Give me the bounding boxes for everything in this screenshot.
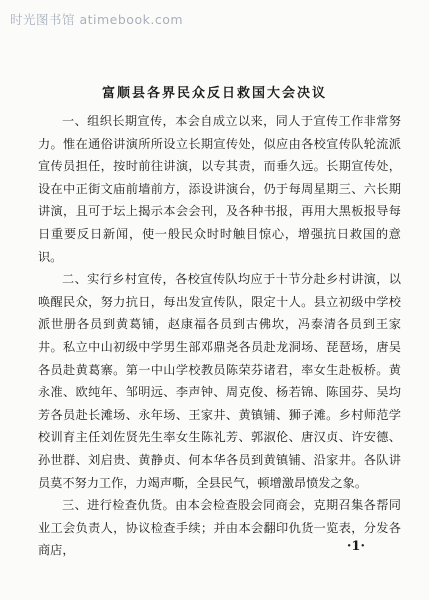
paragraph-1: 一、组织长期宣传，本会自成立以来，同人于宣传工作非常努力。惟在通俗讲演所所设立长期宣传处，似应由各校宣传队轮流派宣传员担任，按时前往讲演，以专其责，而垂久远。长期宣传处，设在中正街文庙前墙前方，添设讲演台，仍于每周星期三、六长期讲演，且可于坛上揭示本会会刊，及各种书报，再用大黑板报导每日重要反日新闻，使一般民众时时触目惊心，增强抗日救国的意识。	[38, 114, 401, 264]
paragraph-3: 三、进行检查仇货。由本会检查股会同商会，克期召集各帮同业工会负责人，协议检查手续；并由本会翻印仇货一览表，分发各商店，	[38, 498, 401, 558]
page-number: ·1·	[346, 539, 365, 554]
document-title: 富顺县各界民众反日救国大会决议	[101, 86, 327, 101]
watermark: 时光图书馆 atimebook.com	[10, 12, 184, 27]
paragraph-2: 二、实行乡村宣传，各校宣传队均应于十节分赴乡村讲演，以唤醒民众，努力抗日，每出发宣传队，限定十人。县立初级中学校派世册各员到黄葛铺，赵康福各员到古佛坎，冯泰清各员到王家井。私立中山初级中学男生部邓鼎尧各员赴龙洞场、琵琶场，唐吴各员赴黄葛寨。第一中山学校教员陈荣芬诸君，率女生赴板桥。黄永准、欧纯年、邹明远、李声钟、周克俊、杨若锦、陈国芬、吴均芳各员赴长滩场、永年场、王家井、黄镇铺、狮子滩。乡村师范学校训育主任刘佐贤先生率女生陈礼芳、郭淑伦、唐汉贞、许安德、孙世群、刘启贵、黄静贞、何本华各员到黄镇铺、沿家井。各队讲员莫不努力工作，力竭声嘶，全县民气，顿增激昂愤发之象。	[38, 272, 401, 490]
document-body	[38, 110, 401, 562]
